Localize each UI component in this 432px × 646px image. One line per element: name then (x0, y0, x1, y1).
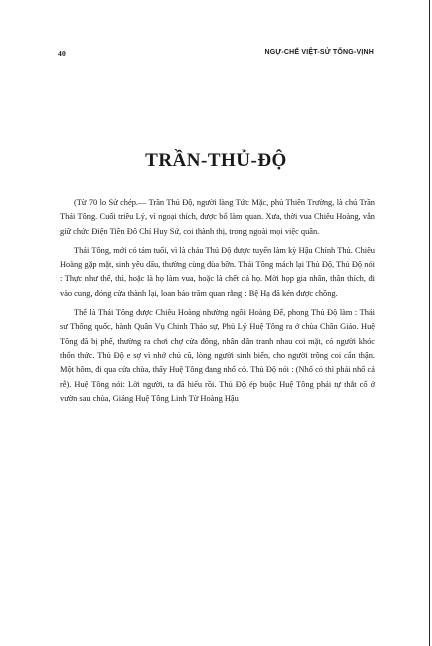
body-text (60, 196, 375, 411)
page-number: 40 (58, 49, 66, 58)
page-header (58, 49, 374, 61)
paragraph-2: Thái Tông, mới có tám tuổi, vì là cháu Thủ Độ được tuyển làm kỳ Hậu Chính Thủ. Chiêu Hoàng gặp mặt, sinh yêu dấu, thường cùng đùa bỡn. Thái Tông mách lại Thủ Độ, Thủ Độ nói : Thực như thế, thì, hoặc là họ làm vua, hoặc là chết cả họ. Mời họp gia nhân, thân thích, đi vào cung, đóng cửa thành lại, loan báo trăm quan rằng : Bệ Hạ đã kén được chồng. (60, 245, 375, 298)
paragraph-3: Thế là Thái Tông được Chiêu Hoàng nhường ngôi Hoàng Đế, phong Thủ Độ làm : Thái sư Thống quốc, hành Quân Vụ Chinh Thảo sự, Phủ Lý Huệ Tông ra ở chùa Chân Giáo. Huệ Tông đã bị phế, thường ra chơi chợ cửa đông, nhân dân tranh nhau coi mặt, có người khóc thổn thức. Thủ Độ e sợ vì nhớ chủ cũ, lòng người sinh biến, cho người trông coi cẩn thận. Một hôm, đi qua cửa chùa, thấy Huệ Tông đang nhổ cỏ. Thủ Độ nói : (Nhổ cỏ thì phải nhổ cả rễ). Huệ Tông nói: Lời người, ta đã hiểu rồi. Thủ Độ ép buộc Huệ Tông phải tự thắt cổ ở vườn sau chùa, Giáng Huệ Tông Linh Từ Hoàng Hậu (60, 308, 375, 403)
running-title: NGỰ-CHẾ VIỆT-SỬ TỔNG-VỊNH (264, 49, 374, 56)
paragraph-1: (Từ 70 lo Sử chép.— Trần Thủ Độ, người làng Tức Mặc, phủ Thiên Trường, là chú Trần Thái Tông. Cuối triều Lý, vì ngoại thích, được bổ làm quan. Xưa, thời vua Chiêu Hoàng, vẫn giữ chức Điện Tiền Đô Chỉ Huy Sứ, coi thành thị, trong ngoài mọi việc quân. (60, 198, 375, 236)
page-edge-line (429, 0, 430, 646)
chapter-title: TRẦN-THỦ-ĐỘ (145, 150, 287, 171)
